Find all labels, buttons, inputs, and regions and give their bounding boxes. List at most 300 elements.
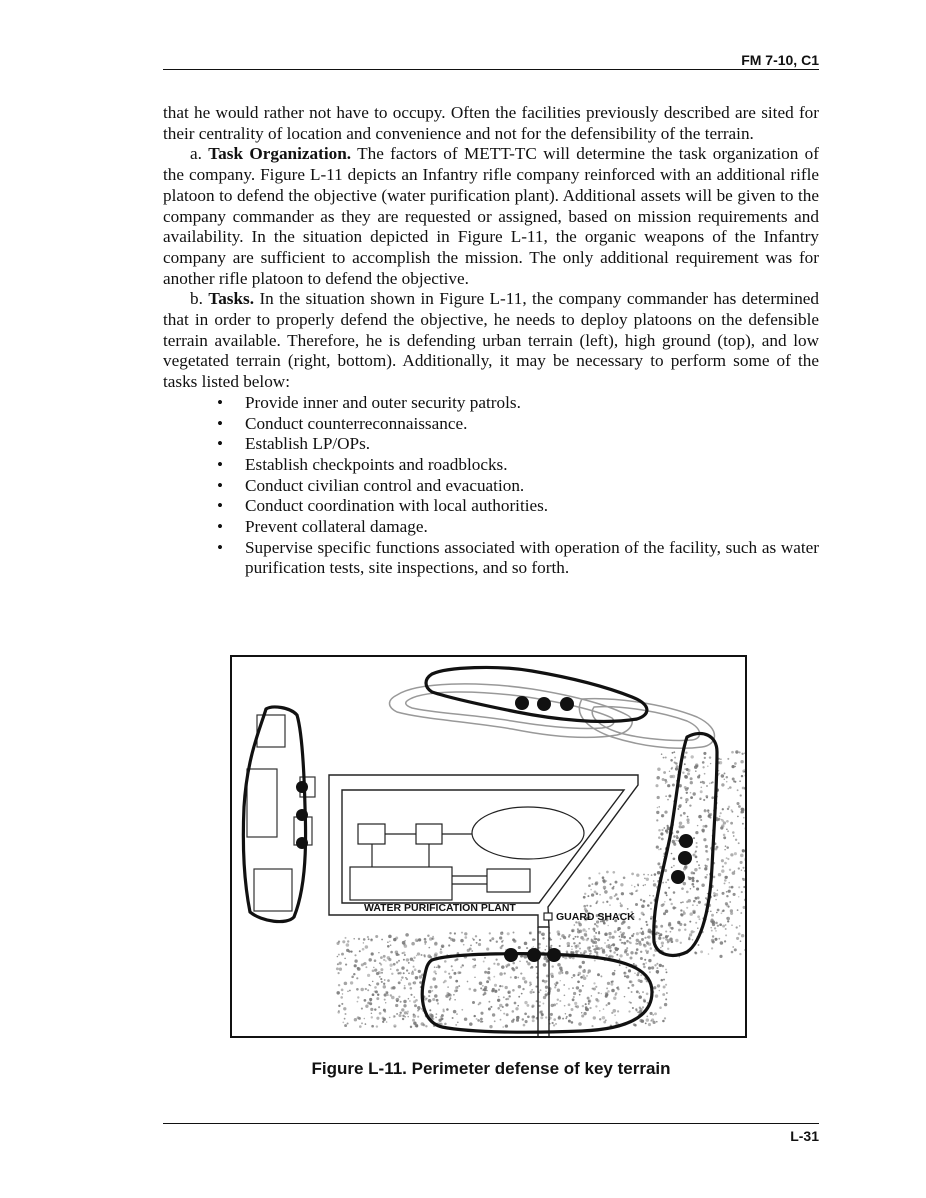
vegetation-dot <box>725 924 727 926</box>
vegetation-dot <box>653 954 656 957</box>
vegetation-dot <box>694 868 697 871</box>
vegetation-dot <box>692 910 695 913</box>
vegetation-dot <box>414 968 417 971</box>
vegetation-dot <box>390 994 392 996</box>
vegetation-dot <box>628 1010 630 1012</box>
vegetation-dot <box>726 828 728 830</box>
perimeter-defense-figure <box>230 655 747 1038</box>
vegetation-dot <box>467 949 470 952</box>
vegetation-dot <box>663 771 666 774</box>
intro-paragraph: that he would rather not have to occupy. Often the facilities previously described are sited for their centrality of location and convenience and not for the defensibility of the terrain. <box>163 103 819 143</box>
vegetation-dot <box>693 792 696 795</box>
vegetation-dot <box>722 925 725 928</box>
vegetation-dot <box>344 1024 347 1027</box>
vegetation-dot <box>513 932 515 934</box>
position-marker <box>679 834 693 848</box>
vegetation-dot <box>460 939 464 943</box>
vegetation-dot <box>676 836 679 839</box>
vegetation-dot <box>656 926 658 928</box>
vegetation-dot <box>710 910 712 912</box>
vegetation-dot <box>674 762 676 764</box>
vegetation-dot <box>378 1006 380 1008</box>
vegetation-dot <box>730 853 733 856</box>
vegetation-dot <box>344 958 346 960</box>
vegetation-dot <box>415 976 418 979</box>
vegetation-dot <box>630 1002 632 1004</box>
vegetation-dot <box>594 923 596 925</box>
vegetation-dot <box>539 1011 542 1014</box>
section-b-text: In the situation shown in Figure L-11, the company commander has determined that in order to properly defend the objective, he needs to deploy platoons on the defensible terrain available. Therefore, he is defending urban terrain (left), high ground (top), and low vegetated terrain (right, bottom). Additionally, it may be necessary to perform some of the tasks listed below: <box>163 289 820 392</box>
vegetation-dot <box>432 1015 434 1017</box>
vegetation-dot <box>622 942 624 944</box>
vegetation-dot <box>401 979 403 981</box>
vegetation-dot <box>688 938 691 941</box>
vegetation-dot <box>711 919 714 922</box>
vegetation-dot <box>640 899 642 901</box>
vegetation-dot <box>480 1012 483 1015</box>
vegetation-dot <box>582 969 586 973</box>
vegetation-dot <box>472 1001 475 1004</box>
vegetation-dot <box>514 1002 517 1005</box>
vegetation-dot <box>354 1018 357 1021</box>
vegetation-dot <box>640 928 642 930</box>
vegetation-dot <box>670 759 673 762</box>
vegetation-dot <box>684 768 685 769</box>
vegetation-dot <box>368 958 371 961</box>
vegetation-dot <box>653 880 655 882</box>
vegetation-dot <box>476 942 478 944</box>
vegetation-dot <box>744 870 746 872</box>
vegetation-dot <box>505 998 507 1000</box>
vegetation-dot <box>687 821 690 824</box>
vegetation-dot <box>728 882 730 884</box>
vegetation-dot <box>338 984 340 986</box>
vegetation-dot <box>689 912 693 916</box>
vegetation-dot <box>649 931 651 933</box>
vegetation-dot <box>498 996 500 998</box>
vegetation-dot <box>555 1023 557 1025</box>
vegetation-dot <box>703 799 705 801</box>
vegetation-dot <box>473 989 476 992</box>
vegetation-dot <box>701 884 704 887</box>
vegetation-dot <box>615 881 618 884</box>
vegetation-dot <box>691 930 694 933</box>
vegetation-dot <box>732 778 735 781</box>
vegetation-dot <box>456 990 458 992</box>
vegetation-dot <box>428 990 431 993</box>
vegetation-dot <box>554 986 556 988</box>
vegetation-dot <box>489 979 490 980</box>
vegetation-dot <box>719 815 720 816</box>
vegetation-dot <box>414 996 416 998</box>
vegetation-dot <box>663 979 665 981</box>
vegetation-dot <box>574 1002 577 1005</box>
vegetation-dot <box>633 963 635 965</box>
vegetation-dot <box>589 1007 591 1009</box>
vegetation-dot <box>371 1016 373 1018</box>
vegetation-dot <box>339 968 342 971</box>
vegetation-dot <box>586 905 588 907</box>
vegetation-dot <box>594 890 597 893</box>
vegetation-dot <box>612 936 615 939</box>
vegetation-dot <box>698 815 702 819</box>
vegetation-dot <box>361 1008 363 1010</box>
vegetation-dot <box>575 1005 577 1007</box>
vegetation-dot <box>660 832 663 835</box>
vegetation-dot <box>727 808 729 810</box>
vegetation-dot <box>612 972 616 976</box>
vegetation-dot <box>734 762 737 765</box>
vegetation-dot <box>745 754 747 756</box>
vegetation-dot <box>442 946 444 948</box>
vegetation-dot <box>648 959 651 962</box>
vegetation-dot <box>378 952 379 953</box>
vegetation-dot <box>505 1024 508 1027</box>
vegetation-dot <box>610 951 612 953</box>
vegetation-dot <box>664 892 667 895</box>
vegetation-dot <box>731 751 734 754</box>
vegetation-dot <box>404 1016 406 1018</box>
vegetation-dot <box>673 857 676 860</box>
vegetation-dot <box>695 952 698 955</box>
vegetation-dot <box>667 948 669 950</box>
vegetation-dot <box>591 995 593 997</box>
vegetation-dot <box>460 966 462 968</box>
vegetation-dot <box>383 959 385 961</box>
page-number: L-31 <box>790 1128 819 1144</box>
vegetation-dot <box>464 932 467 935</box>
vegetation-dot <box>663 827 665 829</box>
vegetation-dot <box>682 901 684 903</box>
vegetation-dot <box>455 959 457 961</box>
vegetation-dot <box>612 943 615 946</box>
vegetation-dot <box>690 777 693 780</box>
vegetation-dot <box>419 982 421 984</box>
vegetation-dot <box>631 991 633 993</box>
vegetation-dot <box>482 985 484 987</box>
vegetation-dot <box>524 1012 527 1015</box>
vegetation-dot <box>593 935 596 938</box>
vegetation-dot <box>613 997 616 1000</box>
vegetation-dot <box>404 1011 407 1014</box>
vegetation-dot <box>341 1003 343 1005</box>
vegetation-dot <box>351 975 354 978</box>
vegetation-dot <box>728 890 731 893</box>
vegetation-dot <box>401 1008 404 1011</box>
vegetation-dot <box>494 984 497 987</box>
vegetation-dot <box>579 989 582 992</box>
vegetation-dot <box>687 769 690 772</box>
vegetation-dot <box>448 944 450 946</box>
position-marker <box>671 870 685 884</box>
vegetation-dot <box>455 980 458 983</box>
section-a-text: The factors of METT-TC will determine the task organization of the company. Figure L-11 depicts an Infantry rifle company reinforced with an additional rifle platoon to defend the objective (water purification plant). Additional assets will be given to the company commander as they are requested or assigned, based on mission requirements and availability. In the situation depicted in Figure L-11, the organic weapons of the Infantry company are sufficient to accomplish the mission. The only additional requirement was for another rifle platoon to defend the objective. <box>163 144 819 288</box>
vegetation-dot <box>636 974 639 977</box>
vegetation-dot <box>711 930 713 932</box>
vegetation-dot <box>376 1017 379 1020</box>
vegetation-dot <box>607 939 609 941</box>
vegetation-dot <box>389 964 392 967</box>
vegetation-dot <box>585 930 587 932</box>
vegetation-dot <box>347 990 349 992</box>
vegetation-dot <box>741 891 743 893</box>
vegetation-dot <box>446 1008 449 1011</box>
vegetation-dot <box>689 921 691 923</box>
vegetation-dot <box>606 1004 608 1006</box>
vegetation-dot <box>637 1011 639 1013</box>
vegetation-dot <box>726 891 728 893</box>
vegetation-dot <box>386 992 388 994</box>
position-marker <box>504 948 518 962</box>
vegetation-dot <box>340 996 343 999</box>
vegetation-dot <box>726 895 728 897</box>
vegetation-dot <box>614 930 617 933</box>
vegetation-dot <box>580 952 582 954</box>
plant-building <box>350 867 452 900</box>
vegetation-dot <box>385 1002 386 1003</box>
vegetation-dot <box>339 962 342 965</box>
vegetation-dot <box>642 991 644 993</box>
vegetation-dot <box>630 892 633 895</box>
vegetation-dot <box>673 891 676 894</box>
vegetation-dot <box>740 940 742 942</box>
vegetation-dot <box>726 820 729 823</box>
vegetation-dot <box>583 977 587 981</box>
vegetation-dot <box>744 752 746 754</box>
vegetation-dot <box>732 946 734 948</box>
vegetation-dot <box>545 990 547 992</box>
vegetation-dot <box>723 834 726 837</box>
vegetation-dot <box>693 900 696 903</box>
vegetation-dot <box>663 757 665 759</box>
vegetation-dot <box>645 962 647 964</box>
vegetation-dot <box>551 975 554 978</box>
vegetation-dot <box>690 888 692 890</box>
vegetation-dot <box>639 993 640 994</box>
vegetation-dot <box>634 886 636 888</box>
vegetation-dot <box>613 1009 617 1013</box>
vegetation-dot <box>628 969 631 972</box>
vegetation-dot <box>452 969 454 971</box>
vegetation-dot <box>733 893 736 896</box>
plant-building <box>358 824 385 844</box>
vegetation-dot <box>715 899 716 900</box>
vegetation-dot <box>410 987 413 990</box>
vegetation-dot <box>609 896 612 899</box>
vegetation-dot <box>361 1022 363 1024</box>
vegetation-dot <box>591 893 594 896</box>
vegetation-dot <box>717 909 720 912</box>
vegetation-dot <box>675 767 678 770</box>
vegetation-dot <box>517 977 519 979</box>
vegetation-dot <box>724 772 726 774</box>
position-marker <box>296 809 308 821</box>
vegetation-dot <box>516 1019 519 1022</box>
vegetation-dot <box>599 1010 600 1011</box>
vegetation-dot <box>740 912 742 914</box>
vegetation-dot <box>473 1015 475 1017</box>
header-rule <box>163 69 819 70</box>
vegetation-dot <box>744 771 746 773</box>
vegetation-dot <box>393 963 396 966</box>
vegetation-dot <box>464 936 467 939</box>
vegetation-dot <box>408 962 410 964</box>
vegetation-dot <box>560 980 561 981</box>
vegetation-dot <box>601 993 602 994</box>
vegetation-dot <box>698 774 700 776</box>
vegetation-dot <box>671 866 673 868</box>
vegetation-dot <box>497 999 500 1002</box>
task-item: • Conduct coordination with local authorities. <box>217 496 819 517</box>
vegetation-dot <box>621 892 624 895</box>
vegetation-dot <box>614 895 616 897</box>
vegetation-dot <box>655 994 658 997</box>
vegetation-dot <box>721 774 724 777</box>
vegetation-dot <box>342 1021 344 1023</box>
plant-label: WATER PURIFICATION PLANT <box>364 902 516 914</box>
vegetation-dot <box>679 822 683 826</box>
vegetation-dot <box>553 1018 556 1021</box>
vegetation-dot <box>416 955 418 957</box>
vegetation-dot <box>725 845 727 847</box>
vegetation-dot <box>346 943 350 947</box>
vegetation-dot <box>531 966 534 969</box>
vegetation-dot <box>457 971 460 974</box>
vegetation-dot <box>357 967 360 970</box>
vegetation-dot <box>731 809 733 811</box>
vegetation-dot <box>739 751 741 753</box>
vegetation-dot <box>367 1002 370 1005</box>
vegetation-dot <box>698 944 700 946</box>
vegetation-dot <box>417 952 420 955</box>
vegetation-dot <box>600 947 602 949</box>
vegetation-dot <box>451 965 453 967</box>
vegetation-bottom <box>336 930 668 1028</box>
vegetation-dot <box>645 950 647 952</box>
vegetation-dot <box>398 960 400 962</box>
vegetation-dot <box>696 905 697 906</box>
vegetation-dot <box>406 958 409 961</box>
vegetation-dot <box>374 986 377 989</box>
vegetation-dot <box>566 951 568 953</box>
section-a-paragraph <box>163 144 819 289</box>
vegetation-dot <box>684 866 686 868</box>
vegetation-dot <box>559 945 561 947</box>
vegetation-dot <box>499 936 502 939</box>
vegetation-dot <box>435 1017 437 1019</box>
vegetation-dot <box>593 982 595 984</box>
vegetation-dot <box>345 937 347 939</box>
vegetation-dot <box>606 993 608 995</box>
vegetation-dot <box>590 889 592 891</box>
vegetation-dot <box>568 1020 571 1023</box>
vegetation-dot <box>746 753 747 755</box>
vegetation-dot <box>337 956 339 958</box>
vegetation-dot <box>649 971 651 973</box>
platoon-sectors <box>243 667 717 1032</box>
vegetation-dot <box>631 984 634 987</box>
vegetation-dot <box>582 985 584 987</box>
vegetation-dot <box>592 928 595 931</box>
vegetation-dot <box>499 972 503 976</box>
vegetation-dot <box>429 1009 431 1011</box>
vegetation-dot <box>670 931 672 933</box>
vegetation-dot <box>475 935 477 937</box>
vegetation-dot <box>639 918 641 920</box>
vegetation-dot <box>683 812 686 815</box>
vegetation-dot <box>461 1009 463 1011</box>
vegetation-dot <box>525 1020 528 1023</box>
vegetation-dot <box>590 952 592 954</box>
vegetation-dot <box>651 874 653 876</box>
vegetation-dot <box>679 804 682 807</box>
vegetation-dot <box>742 849 745 852</box>
vegetation-dot <box>741 775 743 777</box>
vegetation-dot <box>607 925 609 927</box>
vegetation-dot <box>585 1003 587 1005</box>
vegetation-dot <box>640 951 642 953</box>
vegetation-dot <box>662 993 665 996</box>
vegetation-dot <box>651 966 654 969</box>
vegetation-dot <box>582 1005 584 1007</box>
guard-shack-label: GUARD SHACK <box>556 911 635 923</box>
vegetation-dot <box>729 786 732 789</box>
vegetation-dot <box>545 1016 547 1018</box>
vegetation-dot <box>467 981 469 983</box>
vegetation-dot <box>626 975 629 978</box>
vegetation-dot <box>684 923 687 926</box>
vegetation-dot <box>421 954 423 956</box>
vegetation-dot <box>418 938 421 941</box>
vegetation-dot <box>405 977 407 979</box>
vegetation-dot <box>470 945 472 947</box>
vegetation-dot <box>373 967 375 969</box>
vegetation-dot <box>575 936 577 938</box>
vegetation-dot <box>678 922 680 924</box>
vegetation-dot <box>708 812 709 813</box>
vegetation-dot <box>738 896 740 898</box>
vegetation-dot <box>671 853 673 855</box>
vegetation-dot <box>511 967 514 970</box>
vegetation-dot <box>674 757 676 759</box>
vegetation-dot <box>684 775 687 778</box>
vegetation-dot <box>665 781 668 784</box>
vegetation-dot <box>702 761 705 764</box>
vegetation-dot <box>494 990 497 993</box>
vegetation-dot <box>704 773 706 775</box>
vegetation-dot <box>370 985 372 987</box>
vegetation-dot <box>434 966 436 968</box>
vegetation-dot <box>680 797 682 799</box>
vegetation-dot <box>562 1018 564 1020</box>
vegetation-dot <box>729 869 731 871</box>
vegetation-dot <box>353 938 355 940</box>
vegetation-dot <box>724 849 725 850</box>
vegetation-dot <box>506 1013 509 1016</box>
building <box>254 869 292 911</box>
vegetation-dot <box>724 862 727 865</box>
vegetation-dot <box>456 1013 458 1015</box>
vegetation-dot <box>480 1018 483 1021</box>
vegetation-dot <box>488 967 491 970</box>
vegetation-dot <box>636 948 639 951</box>
vegetation-dot <box>542 1003 544 1005</box>
vegetation-dot <box>577 974 579 976</box>
vegetation-dot <box>690 792 692 794</box>
vegetation-dot <box>404 954 406 956</box>
vegetation-dot <box>588 884 591 887</box>
vegetation-dot <box>437 965 439 967</box>
